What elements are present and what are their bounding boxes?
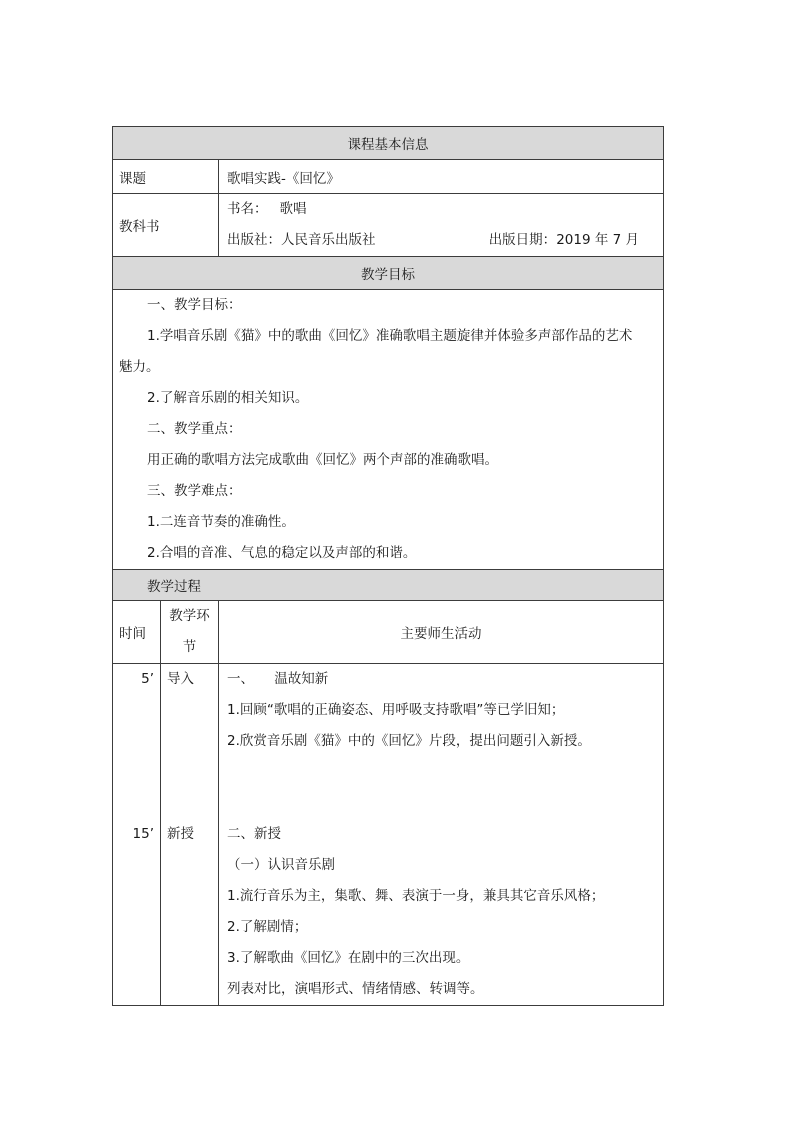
row-stage: 导入 — [167, 671, 194, 687]
pub-date-label: 出版日期： — [488, 232, 557, 248]
col-stage-header — [161, 601, 219, 664]
publisher-label: 出版社： — [227, 232, 281, 248]
activity-line: 2.了解剧情； — [227, 919, 308, 935]
process-time-column — [113, 664, 161, 1006]
process-activity-column — [219, 664, 664, 1006]
topic-label: 课题 — [113, 160, 219, 194]
objectives-line: 1.学唱音乐剧《猫》中的歌曲《回忆》准确歌唱主题旋律并体验多声部作品的艺术 — [147, 328, 633, 344]
col-activity-header: 主要师生活动 — [219, 601, 664, 664]
col-stage-line1: 教学环 — [169, 608, 210, 624]
book-name-label: 书名： — [227, 201, 268, 217]
objectives-body — [113, 290, 664, 570]
activity-line — [227, 788, 663, 819]
objectives-header: 教学目标 — [113, 257, 664, 290]
objectives-line: 2.合唱的音准、气息的稳定以及声部的和谐。 — [147, 545, 417, 561]
topic-value: 歌唱实践-《回忆》 — [219, 160, 664, 194]
activity-line: 1.流行音乐为主，集歌、舞、表演于一身，兼具其它音乐风格； — [227, 888, 605, 904]
basic-info-header: 课程基本信息 — [113, 127, 664, 160]
publisher-value: 人民音乐出版社 — [281, 232, 376, 248]
activity-line: 3.了解歌曲《回忆》在剧中的三次出现。 — [227, 950, 470, 966]
activity-line: 二、新授 — [227, 826, 281, 842]
objectives-line: 2.了解音乐剧的相关知识。 — [147, 390, 309, 406]
objectives-line: 一、教学目标： — [147, 297, 242, 313]
col-time-header: 时间 — [113, 601, 161, 664]
activity-line: （一）认识音乐剧 — [227, 857, 335, 873]
book-name-line — [227, 194, 663, 225]
activity-line: 列表对比，演唱形式、情绪情感、转调等。 — [227, 981, 484, 997]
objectives-line: 用正确的歌唱方法完成歌曲《回忆》两个声部的准确歌唱。 — [147, 452, 498, 468]
activity-line: 1.回顾“歌唱的正确姿态、用呼吸支持歌唱”等已学旧知； — [227, 702, 565, 718]
objectives-line: 三、教学难点： — [147, 483, 242, 499]
pub-date-value: 2019 年 7 月 — [556, 232, 640, 248]
col-stage-line2: 节 — [182, 639, 197, 655]
objectives-line: 魅力。 — [119, 359, 160, 375]
publisher-line — [227, 225, 663, 256]
lesson-plan-document — [112, 126, 663, 1006]
row-time: 15’ — [132, 826, 154, 842]
activity-line: 一、 温故知新 — [227, 671, 329, 687]
process-header: 教学过程 — [113, 570, 664, 601]
row-stage: 新授 — [167, 826, 194, 842]
process-stage-column — [161, 664, 219, 1006]
lesson-plan-table — [112, 126, 664, 1006]
textbook-label: 教科书 — [113, 194, 219, 257]
activity-line — [227, 757, 663, 788]
textbook-details — [219, 194, 664, 257]
row-time: 5’ — [141, 671, 154, 687]
objectives-line: 1.二连音节奏的准确性。 — [147, 514, 295, 530]
book-name-value: 歌唱 — [279, 201, 307, 217]
objectives-line: 二、教学重点： — [147, 421, 242, 437]
activity-line: 2.欣赏音乐剧《猫》中的《回忆》片段，提出问题引入新授。 — [227, 733, 591, 749]
